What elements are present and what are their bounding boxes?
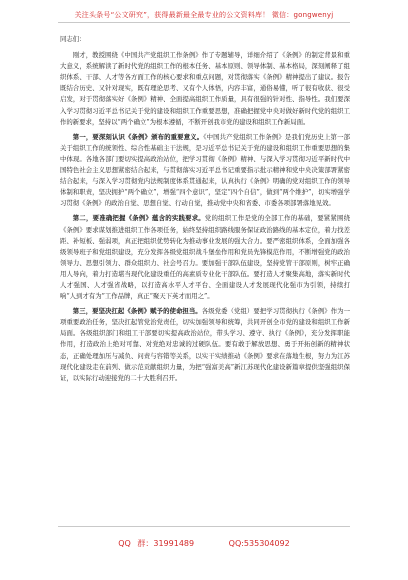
paragraph-second <box>60 213 350 302</box>
paragraph-second-heading: 第二，要准确把握《条例》蕴含的实践要求。 <box>72 214 205 223</box>
paragraph-intro <box>60 50 350 128</box>
footer-qq-contact: QQ:535304092 <box>228 539 290 548</box>
salutation: 同志们： <box>60 35 86 43</box>
paragraph-second-text: 党的组织工作是党的全部工作的基础，要紧紧围绕《条例》要求谋划推进组织工作各项任务，始终坚持组织路线服务保证政治路线的基本定位，着力找差距、补短板、强弱项，真正把组织优势转化为推动事业发展的强大合力。要严密组织体系，全面加强各级领导班子和党组织建设，充分发挥各级党组织战斗堡垒作用和党员先锋模范作用，不断增强党的政治领导力、思想引领力、群众组织力、社会号召力。要加强干部队伍建设，坚持党管干部原则，树牢正确用人导向，着力打造堪当现代化建设重任的高素质专业化干部队伍。要打造人才聚集高地，落实新时代人才强国、人才强省战略，以打造高水平人才平台、全面建设人才发展现代化强市为引领，持续打响“人到才有为”工作品牌，真正“聚天下英才而用之”。 <box>60 214 351 301</box>
paragraph-first-text: 《中国共产党组织工作条例》是我们党历史上第一部关于组织工作的统领性、综合性基础主干法规，是习近平总书记关于党的建设和组织工作重要思想的集中体现。各地各部门要切实提高政治站位，把学习贯彻《条例》精神、与深入学习贯彻习近平新时代中国特色社会主义思想紧密结合起来，与贯彻落实习近平总书记重要指示批示精神和党中央决策部署紧密结合起来，与深入学习贯彻党内法规制度体系贯通起来，认真执行《条例》明确的党对组织工作的领导体制和职责，坚决拥护“两个确立”，增强“四个意识”，坚定“四个自信”，做到“两个维护”，切实增强学习贯彻《条例》的政治自觉、思想自觉、行动自觉，推动党中央和省委、市委各项部署落地见效。 <box>60 132 350 208</box>
paragraph-third-text: 各级党委（党组）要把学习贯彻执行《条例》作为一项重要政治任务，坚决扛起管党治党责任，切实加强领导和统筹，共同开创全市党的建设和组织工作新局面。各级组织部门和组工干部要切实提高政治站位，带头学习、遵守、执行《条例》，充分发挥职能作用，打造政治上绝对可靠、对党绝对忠诚的过硬队伍。要有敢于解放思想、勇于开拓创新的精神状态，正确处理加压与减负、问责与容错等关系，以实干实绩推动《条例》要求在落地生根，努力为江苏现代化建设走在前列、做示范贡献组织力量，为把“强富美高”新江苏现代化建设新篇章提供坚强组织保证，以实际行动迎接党的二十大胜利召开。 <box>60 307 351 382</box>
document-body <box>60 34 350 388</box>
paragraph-first <box>60 132 350 210</box>
paragraph-first-heading: 第一，要深刻认识《条例》颁布的重要意义。 <box>72 132 204 141</box>
header-divider <box>58 22 350 23</box>
header-banner: 关注头条号“公文研究”，获得最新最全最专业的公文资料库！ 微信：gongwenyj <box>74 11 334 19</box>
paragraph-third-heading: 第三，要坚决扛起《条例》赋予的使命担当。 <box>72 307 202 316</box>
paragraph-intro-text: 刚才，教授围绕《中国共产党组织工作条例》作了专题辅导，详细介绍了《条例》的制定背景和重大意义，系统解读了新时代党的组织工作的根本任务、基本原则、领导体制、基本格局，深刻阐释了组织体系、干部、人才等各方面工作的核心要求和重点问题，对贯彻落实《条例》精神提出了建议。报告既结合历史、又针对现实，既有理论思考、又有个人体悟，内容丰富，通俗易懂，听了很有收获、很受启发，对于贯彻落实好《条例》精神、全面提高组织工作质量，具有很强的针对性、指导性。我们要深入学习贯彻习近平总书记关于党的建设和组织工作重要思想，准确把握党中央对做好新时代党的组织工作的新要求，坚持以“两个确立”为根本遵循，不断开创我市党的建设和组织工作新局面。 <box>60 51 350 126</box>
paragraph-third <box>60 306 350 384</box>
footer-qq-group: QQ 群：31991489 <box>118 539 195 548</box>
footer-divider <box>58 526 350 527</box>
footer-contact <box>0 538 408 549</box>
